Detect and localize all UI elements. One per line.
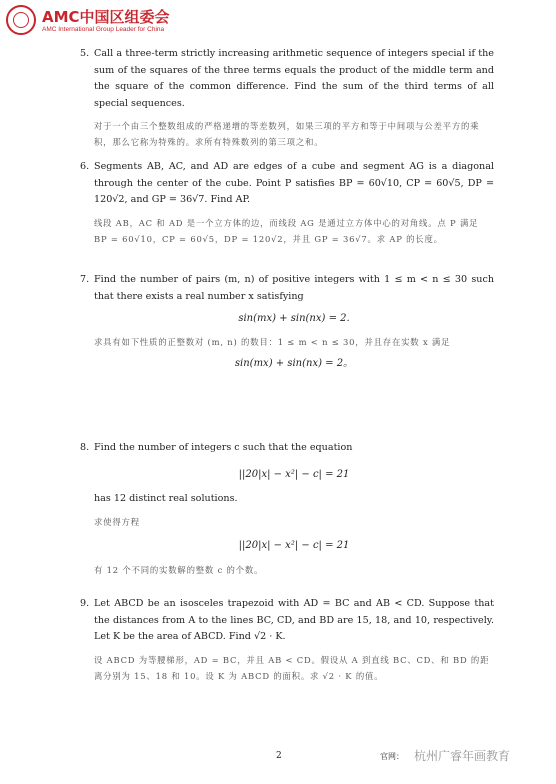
page-number: 2 [276, 751, 282, 761]
brand-tagline: AMC International Group Leader for China [42, 26, 165, 33]
problem-number: 5. [80, 48, 90, 59]
problem-number: 7. [80, 274, 90, 285]
problem-number: 8. [80, 442, 90, 453]
equation-cn: sin(mx) + sin(nx) = 2。 [234, 357, 354, 369]
problem-9 [80, 596, 494, 684]
problem-text-cn: 线段 AB，AC 和 AD 是一个立方体的边，而线段 AG 是通过立方体中心的对角线。点 P 满足 BP = 60√10，CP = 60√5，DP = 120√2，并且 GP = 36√7。求 AP 的长度。 [94, 217, 479, 244]
amc-logo-icon [6, 5, 36, 35]
problem-text-en: Let ABCD be an isosceles trapezoid with AD = BC and AB < CD. Suppose that the distances from A to the lines BC, CD, and BD are 15, 18, and 10, respectively. Let K be the area of ABCD. Find √2 · K. [94, 598, 494, 642]
problem-text-cn: 求具有如下性质的正整数对 (m, n) 的数目：1 ≤ m < n ≤ 30，并且存在实数 x 满足 [94, 336, 451, 347]
problem-5 [80, 46, 494, 150]
problem-text-cn-2: 有 12 个不同的实数解的整数 c 的个数。 [94, 565, 264, 575]
problem-text-cn: 设 ABCD 为等腰梯形，AD = BC，并且 AB < CD。假设从 A 到直线 BC、CD、和 BD 的距离分别为 15、18 和 10。设 K 为 ABCD 的面积。求 √2 · K 的值。 [94, 654, 490, 681]
problem-number: 9. [80, 598, 90, 609]
problem-text-en-2: has 12 distinct real solutions. [94, 493, 238, 504]
problem-text-cn: 对于一个由三个整数组成的严格递增的等差数列，如果三项的平方和等于中间项与公差平方的乘积，那么它称为特殊的。求所有特殊数列的第三项之和。 [94, 121, 480, 147]
brand-name: AMC中国区组委会 [42, 8, 170, 26]
equation-cn: ||20|x| − x²| − c| = 21 [238, 539, 350, 551]
problem-7 [80, 272, 494, 378]
watermark: 杭州广睿年画教育 [414, 749, 511, 763]
problem-text-en: Call a three-term strictly increasing arithmetic sequence of integers special if the sum of the squares of the three terms equals the product of the middle term and the square of the common difference. Find the sum of the third terms of all special sequences. [94, 48, 494, 109]
problem-8 [80, 440, 494, 578]
problem-number: 6. [80, 161, 90, 172]
problem-text-en: Find the number of pairs (m, n) of positive integers with 1 ≤ m < n ≤ 30 such that there exists a real number x satisfying [94, 274, 494, 302]
problem-text-en: Segments AB, AC, and AD are edges of a cube and segment AG is a diagonal through the center of the cube. Point P satisfies BP = 60√10, CP = 60√5, DP = 120√2, and GP = 36√7. Find AP. [94, 161, 494, 205]
equation: sin(mx) + sin(nx) = 2. [238, 313, 350, 324]
problem-text-cn: 求使得方程 [94, 516, 140, 527]
equation: ||20|x| − x²| − c| = 21 [238, 468, 350, 480]
website-label: 官网： [380, 752, 404, 761]
header [6, 5, 306, 39]
problem-6 [80, 159, 494, 247]
problem-text-en: Find the number of integers c such that the equation [94, 442, 353, 453]
